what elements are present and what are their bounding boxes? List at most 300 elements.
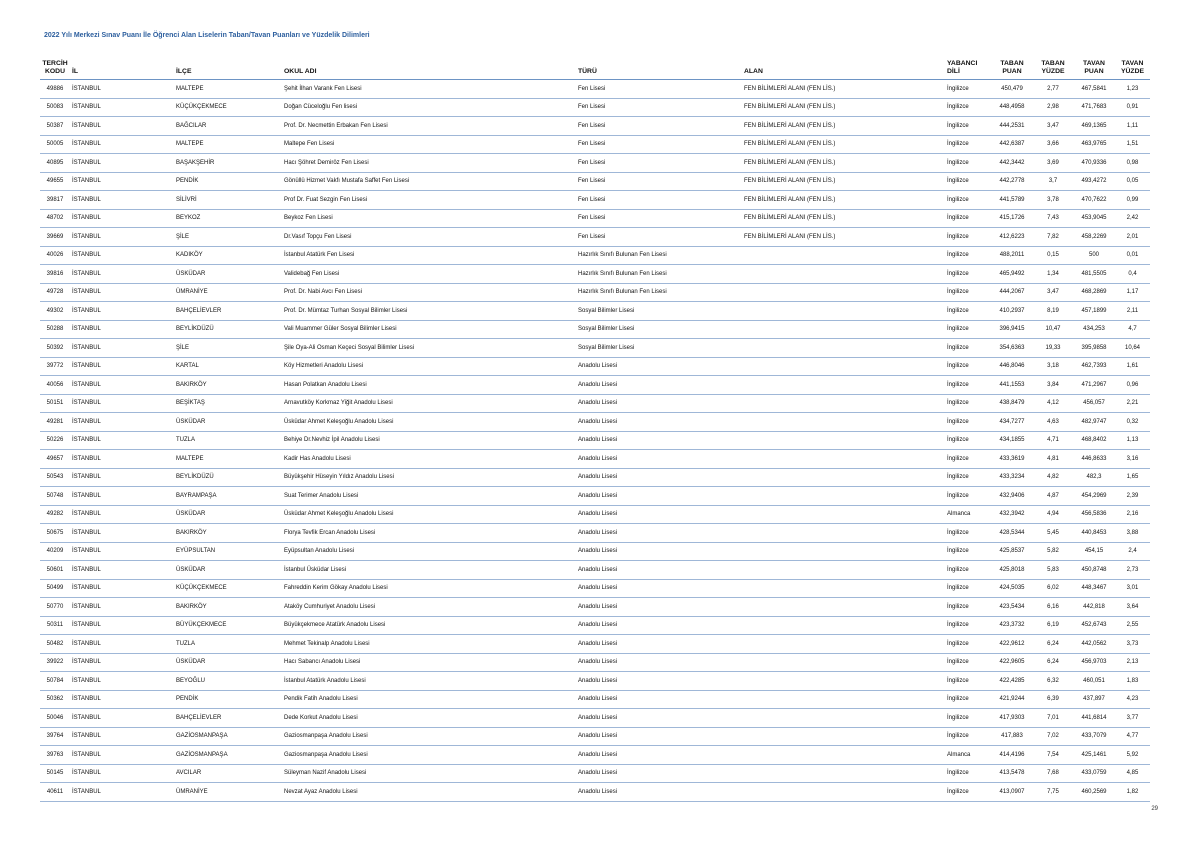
table-header-row: [40, 54, 1150, 80]
cell-ilce: BEŞİKTAŞ: [174, 394, 282, 413]
cell-tavan-yuzde: 3,64: [1115, 598, 1150, 617]
cell-taban-yuzde: 3,18: [1033, 357, 1073, 376]
cell-tavan-puan: 467,5841: [1073, 80, 1115, 99]
cell-il: İSTANBUL: [70, 154, 174, 173]
cell-okul-adi: Hasan Polatkan Anadolu Lisesi: [282, 376, 576, 395]
cell-turu: Anadolu Lisesi: [576, 746, 742, 765]
cell-il: İSTANBUL: [70, 246, 174, 265]
cell-ilce: BEYKOZ: [174, 209, 282, 228]
cell-yabanci-dili: İngilizce: [945, 487, 991, 506]
cell-turu: Hazırlık Sınıfı Bulunan Fen Lisesi: [576, 246, 742, 265]
cell-il: İSTANBUL: [70, 579, 174, 598]
cell-taban-puan: 442,2778: [991, 172, 1033, 191]
cell-taban-puan: 423,3732: [991, 616, 1033, 635]
cell-alan: [742, 764, 945, 783]
cell-tavan-puan: 456,9703: [1073, 653, 1115, 672]
cell-okul-adi: Doğan Cüceloğlu Fen lisesi: [282, 98, 576, 117]
cell-tavan-yuzde: 4,85: [1115, 764, 1150, 783]
cell-ilce: ÜSKÜDAR: [174, 653, 282, 672]
cell-tercih-kodu: 40895: [40, 154, 70, 173]
cell-ilce: BEYOĞLU: [174, 672, 282, 691]
cell-taban-puan: 425,8537: [991, 542, 1033, 561]
cell-taban-puan: 442,6387: [991, 135, 1033, 154]
cell-yabanci-dili: İngilizce: [945, 320, 991, 339]
cell-turu: Anadolu Lisesi: [576, 431, 742, 450]
cell-okul-adi: Eyüpsultan Anadolu Lisesi: [282, 542, 576, 561]
cell-tercih-kodu: 49728: [40, 283, 70, 302]
cell-tavan-yuzde: 0,91: [1115, 98, 1150, 117]
cell-il: İSTANBUL: [70, 783, 174, 802]
cell-okul-adi: Hacı Sabancı Anadolu Lisesi: [282, 653, 576, 672]
cell-taban-yuzde: 4,71: [1033, 431, 1073, 450]
cell-tavan-puan: 457,1899: [1073, 302, 1115, 321]
cell-il: İSTANBUL: [70, 265, 174, 284]
cell-taban-puan: 413,0907: [991, 783, 1033, 802]
cell-ilce: ÜSKÜDAR: [174, 505, 282, 524]
cell-taban-puan: 442,3442: [991, 154, 1033, 173]
cell-yabanci-dili: İngilizce: [945, 616, 991, 635]
cell-yabanci-dili: İngilizce: [945, 450, 991, 469]
cell-alan: [742, 561, 945, 580]
cell-alan: [742, 450, 945, 469]
cell-taban-puan: 422,9612: [991, 635, 1033, 654]
cell-alan: [742, 524, 945, 543]
cell-tercih-kodu: 50499: [40, 579, 70, 598]
cell-taban-puan: 396,9415: [991, 320, 1033, 339]
cell-taban-yuzde: 10,47: [1033, 320, 1073, 339]
cell-alan: [742, 783, 945, 802]
table-row: [40, 154, 1150, 173]
cell-il: İSTANBUL: [70, 727, 174, 746]
cell-tavan-puan: 470,7622: [1073, 191, 1115, 210]
cell-taban-yuzde: 6,39: [1033, 690, 1073, 709]
cell-yabanci-dili: İngilizce: [945, 376, 991, 395]
cell-taban-puan: 450,479: [991, 80, 1033, 99]
cell-ilce: PENDİK: [174, 690, 282, 709]
cell-turu: Anadolu Lisesi: [576, 690, 742, 709]
cell-taban-puan: 432,9406: [991, 487, 1033, 506]
cell-ilce: ÜSKÜDAR: [174, 413, 282, 432]
cell-tavan-yuzde: 2,73: [1115, 561, 1150, 580]
cell-alan: [742, 265, 945, 284]
cell-okul-adi: Kadir Has Anadolu Lisesi: [282, 450, 576, 469]
cell-alan: [742, 616, 945, 635]
cell-taban-puan: 424,5035: [991, 579, 1033, 598]
cell-okul-adi: Üsküdar Ahmet Keleşoğlu Anadolu Lisesi: [282, 413, 576, 432]
header-ilce: İLÇE: [174, 54, 282, 80]
table-row: [40, 80, 1150, 99]
cell-yabanci-dili: İngilizce: [945, 246, 991, 265]
cell-tercih-kodu: 49282: [40, 505, 70, 524]
cell-tavan-yuzde: 10,64: [1115, 339, 1150, 358]
cell-turu: Anadolu Lisesi: [576, 542, 742, 561]
cell-tercih-kodu: 39772: [40, 357, 70, 376]
cell-alan: [742, 468, 945, 487]
cell-taban-yuzde: 5,82: [1033, 542, 1073, 561]
cell-tercih-kodu: 49657: [40, 450, 70, 469]
cell-tavan-yuzde: 1,83: [1115, 672, 1150, 691]
cell-tavan-yuzde: 1,17: [1115, 283, 1150, 302]
cell-il: İSTANBUL: [70, 80, 174, 99]
cell-alan: [742, 487, 945, 506]
cell-tavan-puan: 440,8453: [1073, 524, 1115, 543]
cell-taban-yuzde: 8,19: [1033, 302, 1073, 321]
cell-okul-adi: Üsküdar Ahmet Keleşoğlu Anadolu Lisesi: [282, 505, 576, 524]
cell-il: İSTANBUL: [70, 505, 174, 524]
cell-taban-puan: 422,4285: [991, 672, 1033, 691]
cell-ilce: KÜÇÜKÇEKMECE: [174, 579, 282, 598]
cell-taban-puan: 465,9492: [991, 265, 1033, 284]
table-row: [40, 746, 1150, 765]
table-row: [40, 542, 1150, 561]
cell-okul-adi: Şile Oya-Ali Osman Keçeci Sosyal Bilimler Lisesi: [282, 339, 576, 358]
cell-okul-adi: Ataköy Cumhuriyet Anadolu Lisesi: [282, 598, 576, 617]
cell-ilce: KARTAL: [174, 357, 282, 376]
cell-tercih-kodu: 48702: [40, 209, 70, 228]
cell-ilce: BAYRAMPAŞA: [174, 487, 282, 506]
cell-turu: Fen Lisesi: [576, 80, 742, 99]
table-row: [40, 339, 1150, 358]
cell-taban-yuzde: 4,12: [1033, 394, 1073, 413]
cell-okul-adi: Dede Korkut Anadolu Lisesi: [282, 709, 576, 728]
cell-turu: Anadolu Lisesi: [576, 653, 742, 672]
cell-taban-puan: 410,2937: [991, 302, 1033, 321]
cell-turu: Anadolu Lisesi: [576, 579, 742, 598]
cell-ilce: MALTEPE: [174, 135, 282, 154]
cell-taban-yuzde: 7,43: [1033, 209, 1073, 228]
cell-ilce: KÜÇÜKÇEKMECE: [174, 98, 282, 117]
cell-alan: FEN BİLİMLERİ ALANI (FEN LİS.): [742, 98, 945, 117]
cell-il: İSTANBUL: [70, 653, 174, 672]
cell-ilce: BAHÇELİEVLER: [174, 709, 282, 728]
cell-alan: [742, 542, 945, 561]
cell-tercih-kodu: 39763: [40, 746, 70, 765]
cell-tavan-puan: 442,818: [1073, 598, 1115, 617]
cell-alan: [742, 690, 945, 709]
cell-tavan-yuzde: 4,7: [1115, 320, 1150, 339]
cell-taban-yuzde: 4,94: [1033, 505, 1073, 524]
cell-il: İSTANBUL: [70, 339, 174, 358]
cell-yabanci-dili: İngilizce: [945, 709, 991, 728]
cell-yabanci-dili: İngilizce: [945, 468, 991, 487]
cell-ilce: AVCILAR: [174, 764, 282, 783]
cell-ilce: GAZİOSMANPAŞA: [174, 746, 282, 765]
cell-il: İSTANBUL: [70, 450, 174, 469]
cell-taban-puan: 412,6223: [991, 228, 1033, 247]
cell-tavan-yuzde: 0,05: [1115, 172, 1150, 191]
cell-il: İSTANBUL: [70, 376, 174, 395]
table-row: [40, 228, 1150, 247]
cell-turu: Anadolu Lisesi: [576, 524, 742, 543]
header-okul-adi: OKUL ADI: [282, 54, 576, 80]
cell-tavan-puan: 425,1461: [1073, 746, 1115, 765]
cell-okul-adi: Nevzat Ayaz Anadolu Lisesi: [282, 783, 576, 802]
cell-tercih-kodu: 40611: [40, 783, 70, 802]
cell-taban-yuzde: 6,24: [1033, 635, 1073, 654]
table-row: [40, 283, 1150, 302]
cell-il: İSTANBUL: [70, 394, 174, 413]
cell-taban-yuzde: 4,87: [1033, 487, 1073, 506]
cell-taban-puan: 421,9244: [991, 690, 1033, 709]
cell-tavan-yuzde: 4,77: [1115, 727, 1150, 746]
cell-okul-adi: Büyükçekmece Atatürk Anadolu Lisesi: [282, 616, 576, 635]
cell-yabanci-dili: İngilizce: [945, 135, 991, 154]
cell-alan: [742, 598, 945, 617]
cell-taban-puan: 428,5344: [991, 524, 1033, 543]
cell-tercih-kodu: 50145: [40, 764, 70, 783]
cell-tavan-yuzde: 5,92: [1115, 746, 1150, 765]
cell-taban-puan: 441,5789: [991, 191, 1033, 210]
cell-okul-adi: İstanbul Üsküdar Lisesi: [282, 561, 576, 580]
cell-tavan-puan: 448,3467: [1073, 579, 1115, 598]
cell-turu: Fen Lisesi: [576, 117, 742, 136]
table-row: [40, 191, 1150, 210]
cell-taban-puan: 434,7277: [991, 413, 1033, 432]
cell-alan: FEN BİLİMLERİ ALANI (FEN LİS.): [742, 191, 945, 210]
cell-yabanci-dili: İngilizce: [945, 209, 991, 228]
cell-okul-adi: Suat Terimer Anadolu Lisesi: [282, 487, 576, 506]
cell-turu: Fen Lisesi: [576, 154, 742, 173]
cell-turu: Anadolu Lisesi: [576, 672, 742, 691]
cell-alan: [742, 246, 945, 265]
cell-taban-yuzde: 7,01: [1033, 709, 1073, 728]
cell-ilce: EYÜPSULTAN: [174, 542, 282, 561]
cell-okul-adi: Prof. Dr. Necmettin Erbakan Fen Lisesi: [282, 117, 576, 136]
table-row: [40, 598, 1150, 617]
cell-yabanci-dili: Almanca: [945, 505, 991, 524]
cell-turu: Sosyal Bilimler Lisesi: [576, 339, 742, 358]
cell-yabanci-dili: İngilizce: [945, 265, 991, 284]
header-taban-puan: TABAN PUAN: [991, 54, 1033, 80]
cell-il: İSTANBUL: [70, 487, 174, 506]
cell-taban-yuzde: 2,77: [1033, 80, 1073, 99]
cell-tavan-puan: 395,9858: [1073, 339, 1115, 358]
cell-yabanci-dili: İngilizce: [945, 598, 991, 617]
cell-alan: [742, 283, 945, 302]
cell-tavan-puan: 433,0759: [1073, 764, 1115, 783]
table-row: [40, 450, 1150, 469]
cell-tavan-yuzde: 2,4: [1115, 542, 1150, 561]
cell-taban-puan: 417,883: [991, 727, 1033, 746]
cell-okul-adi: Gönüllü Hizmet Vakfı Mustafa Saffet Fen Lisesi: [282, 172, 576, 191]
cell-ilce: BAKIRKÖY: [174, 376, 282, 395]
cell-ilce: BEYLİKDÜZÜ: [174, 320, 282, 339]
cell-tavan-yuzde: 0,01: [1115, 246, 1150, 265]
cell-yabanci-dili: İngilizce: [945, 394, 991, 413]
cell-il: İSTANBUL: [70, 228, 174, 247]
cell-alan: [742, 727, 945, 746]
cell-yabanci-dili: İngilizce: [945, 154, 991, 173]
cell-taban-yuzde: 3,47: [1033, 117, 1073, 136]
header-il: İL: [70, 54, 174, 80]
cell-taban-yuzde: 5,83: [1033, 561, 1073, 580]
cell-okul-adi: Arnavutköy Korkmaz Yiğit Anadolu Lisesi: [282, 394, 576, 413]
cell-turu: Anadolu Lisesi: [576, 709, 742, 728]
cell-alan: [742, 746, 945, 765]
cell-tercih-kodu: 50288: [40, 320, 70, 339]
table-row: [40, 727, 1150, 746]
cell-tercih-kodu: 49655: [40, 172, 70, 191]
cell-yabanci-dili: İngilizce: [945, 764, 991, 783]
cell-il: İSTANBUL: [70, 672, 174, 691]
cell-taban-yuzde: 7,02: [1033, 727, 1073, 746]
cell-tavan-yuzde: 3,01: [1115, 579, 1150, 598]
cell-taban-yuzde: 7,68: [1033, 764, 1073, 783]
cell-okul-adi: Behiye Dr.Nevhiz İpil Anadolu Lisesi: [282, 431, 576, 450]
table-row: [40, 394, 1150, 413]
cell-ilce: ŞİLE: [174, 228, 282, 247]
table-row: [40, 579, 1150, 598]
cell-tercih-kodu: 50083: [40, 98, 70, 117]
table-row: [40, 616, 1150, 635]
cell-yabanci-dili: İngilizce: [945, 783, 991, 802]
cell-tavan-yuzde: 3,16: [1115, 450, 1150, 469]
document-title: 2022 Yılı Merkezi Sınav Puanı İle Öğrenci Alan Liselerin Taban/Tavan Puanları ve Yüzdelik Dilimleri: [44, 32, 370, 39]
cell-il: İSTANBUL: [70, 635, 174, 654]
cell-turu: Anadolu Lisesi: [576, 616, 742, 635]
header-tercih-kodu: TERCİH KODU: [40, 54, 70, 80]
cell-turu: Anadolu Lisesi: [576, 635, 742, 654]
cell-taban-puan: 448,4958: [991, 98, 1033, 117]
cell-ilce: SİLİVRİ: [174, 191, 282, 210]
table-row: [40, 98, 1150, 117]
cell-alan: FEN BİLİMLERİ ALANI (FEN LİS.): [742, 117, 945, 136]
cell-tavan-puan: 493,4272: [1073, 172, 1115, 191]
cell-taban-yuzde: 6,32: [1033, 672, 1073, 691]
cell-tavan-yuzde: 2,21: [1115, 394, 1150, 413]
cell-ilce: ÜSKÜDAR: [174, 561, 282, 580]
cell-turu: Anadolu Lisesi: [576, 727, 742, 746]
cell-yabanci-dili: İngilizce: [945, 413, 991, 432]
table-row: [40, 431, 1150, 450]
cell-taban-yuzde: 3,47: [1033, 283, 1073, 302]
cell-turu: Fen Lisesi: [576, 228, 742, 247]
cell-ilce: BAŞAKŞEHİR: [174, 154, 282, 173]
cell-taban-yuzde: 7,54: [1033, 746, 1073, 765]
cell-il: İSTANBUL: [70, 431, 174, 450]
table-row: [40, 690, 1150, 709]
cell-turu: Anadolu Lisesi: [576, 450, 742, 469]
cell-turu: Hazırlık Sınıfı Bulunan Fen Lisesi: [576, 265, 742, 284]
cell-tavan-puan: 471,7683: [1073, 98, 1115, 117]
cell-taban-puan: 446,8046: [991, 357, 1033, 376]
cell-turu: Anadolu Lisesi: [576, 764, 742, 783]
cell-tavan-puan: 442,0562: [1073, 635, 1115, 654]
table-row: [40, 413, 1150, 432]
cell-taban-puan: 415,1726: [991, 209, 1033, 228]
cell-taban-yuzde: 3,84: [1033, 376, 1073, 395]
cell-taban-puan: 433,3234: [991, 468, 1033, 487]
cell-tavan-yuzde: 3,88: [1115, 524, 1150, 543]
cell-turu: Anadolu Lisesi: [576, 505, 742, 524]
cell-tavan-puan: 454,2969: [1073, 487, 1115, 506]
cell-taban-puan: 432,3942: [991, 505, 1033, 524]
cell-ilce: BÜYÜKÇEKMECE: [174, 616, 282, 635]
cell-alan: [742, 413, 945, 432]
cell-turu: Fen Lisesi: [576, 209, 742, 228]
cell-tercih-kodu: 49302: [40, 302, 70, 321]
cell-turu: Fen Lisesi: [576, 191, 742, 210]
cell-okul-adi: Beykoz Fen Lisesi: [282, 209, 576, 228]
cell-turu: Fen Lisesi: [576, 98, 742, 117]
cell-taban-puan: 434,1855: [991, 431, 1033, 450]
cell-tavan-puan: 471,2967: [1073, 376, 1115, 395]
cell-taban-puan: 413,5478: [991, 764, 1033, 783]
header-tavan-puan: TAVAN PUAN: [1073, 54, 1115, 80]
cell-tercih-kodu: 50770: [40, 598, 70, 617]
cell-yabanci-dili: İngilizce: [945, 357, 991, 376]
cell-ilce: BAHÇELİEVLER: [174, 302, 282, 321]
table-row: [40, 783, 1150, 802]
cell-alan: [742, 579, 945, 598]
cell-yabanci-dili: İngilizce: [945, 228, 991, 247]
cell-tavan-yuzde: 2,01: [1115, 228, 1150, 247]
cell-turu: Anadolu Lisesi: [576, 468, 742, 487]
header-alan: ALAN: [742, 54, 945, 80]
cell-tavan-puan: 482,9747: [1073, 413, 1115, 432]
cell-yabanci-dili: İngilizce: [945, 80, 991, 99]
table-row: [40, 246, 1150, 265]
table-row: [40, 505, 1150, 524]
cell-turu: Anadolu Lisesi: [576, 376, 742, 395]
cell-yabanci-dili: İngilizce: [945, 117, 991, 136]
cell-taban-yuzde: 6,02: [1033, 579, 1073, 598]
cell-yabanci-dili: İngilizce: [945, 672, 991, 691]
cell-tercih-kodu: 50748: [40, 487, 70, 506]
cell-alan: [742, 709, 945, 728]
cell-turu: Anadolu Lisesi: [576, 487, 742, 506]
cell-taban-puan: 444,2531: [991, 117, 1033, 136]
cell-il: İSTANBUL: [70, 746, 174, 765]
cell-okul-adi: Fahreddin Kerim Gökay Anadolu Lisesi: [282, 579, 576, 598]
table-row: [40, 172, 1150, 191]
page-number: 29: [1151, 806, 1158, 812]
cell-tercih-kodu: 39669: [40, 228, 70, 247]
cell-alan: [742, 431, 945, 450]
cell-tavan-yuzde: 1,11: [1115, 117, 1150, 136]
cell-tavan-puan: 433,7079: [1073, 727, 1115, 746]
cell-alan: FEN BİLİMLERİ ALANI (FEN LİS.): [742, 209, 945, 228]
header-yabanci-dili: YABANCI DİLİ: [945, 54, 991, 80]
cell-alan: [742, 505, 945, 524]
cell-ilce: KADIKÖY: [174, 246, 282, 265]
cell-tavan-yuzde: 2,42: [1115, 209, 1150, 228]
cell-taban-yuzde: 4,81: [1033, 450, 1073, 469]
table-row: [40, 672, 1150, 691]
cell-turu: Anadolu Lisesi: [576, 561, 742, 580]
cell-tercih-kodu: 50601: [40, 561, 70, 580]
cell-turu: Hazırlık Sınıfı Bulunan Fen Lisesi: [576, 283, 742, 302]
cell-taban-yuzde: 7,82: [1033, 228, 1073, 247]
cell-yabanci-dili: İngilizce: [945, 561, 991, 580]
cell-ilce: MALTEPE: [174, 80, 282, 99]
cell-tavan-puan: 460,2569: [1073, 783, 1115, 802]
cell-okul-adi: Süleyman Nazif Anadolu Lisesi: [282, 764, 576, 783]
cell-alan: [742, 376, 945, 395]
cell-taban-puan: 441,1553: [991, 376, 1033, 395]
cell-okul-adi: İstanbul Atatürk Fen Lisesi: [282, 246, 576, 265]
cell-ilce: ŞİLE: [174, 339, 282, 358]
cell-alan: [742, 302, 945, 321]
cell-taban-yuzde: 0,15: [1033, 246, 1073, 265]
cell-taban-yuzde: 7,75: [1033, 783, 1073, 802]
table-body: [40, 80, 1150, 802]
cell-alan: [742, 635, 945, 654]
cell-taban-puan: 444,2067: [991, 283, 1033, 302]
table-row: [40, 376, 1150, 395]
cell-taban-puan: 438,8479: [991, 394, 1033, 413]
cell-tavan-puan: 463,9765: [1073, 135, 1115, 154]
